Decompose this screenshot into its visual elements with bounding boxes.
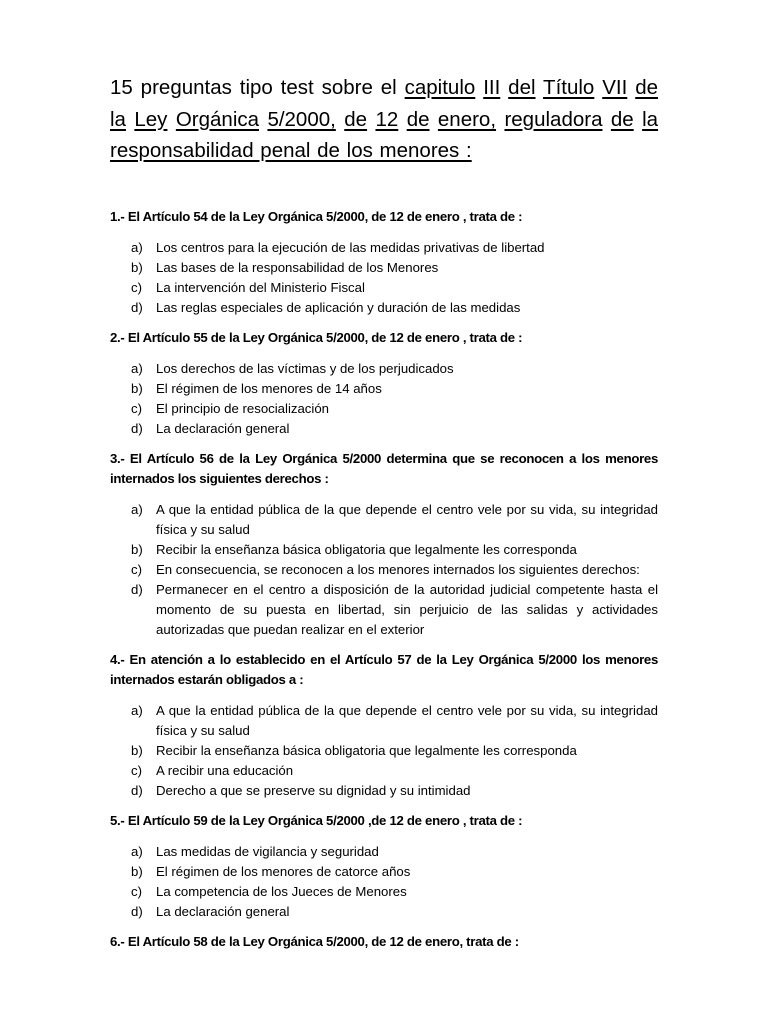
title-underlined-word: enero, xyxy=(437,107,497,131)
option-item xyxy=(110,882,658,902)
option-text: Permanecer en el centro a disposición de la autoridad judicial competente hasta el momento de su puesta en libertad, sin perjuicio de las salidas y actividades autorizadas que puedan realizar en el exterior xyxy=(156,581,658,637)
question-text: 4.- En atención a lo establecido en el Artículo 57 de la Ley Orgánica 5/2000 los menores internados estarán obligados a : xyxy=(110,651,658,687)
option-text: Los derechos de las víctimas y de los perjudicados xyxy=(156,360,454,376)
question-2 xyxy=(110,328,658,439)
question-4 xyxy=(110,650,658,801)
option-text: A que la entidad pública de la que depende el centro vele por su vida, su integridad física y su salud xyxy=(156,702,658,738)
option-text: A recibir una educación xyxy=(156,762,294,778)
option-letter: a) xyxy=(131,501,143,517)
question-text: 2.- El Artículo 55 de la Ley Orgánica 5/2000, de 12 de enero , trata de : xyxy=(110,329,523,345)
title-underlined-word: 12 xyxy=(375,107,399,131)
option-item xyxy=(110,540,658,560)
question-5 xyxy=(110,811,658,922)
option-letter: c) xyxy=(131,762,142,778)
option-letter: b) xyxy=(131,863,143,879)
option-item xyxy=(110,500,658,540)
option-letter: d) xyxy=(131,420,143,436)
document-page xyxy=(110,72,658,963)
option-letter: c) xyxy=(131,279,142,295)
title-underlined-word: del xyxy=(508,76,536,99)
title-text xyxy=(627,76,635,99)
option-letter: b) xyxy=(131,259,143,275)
option-text: Recibir la enseñanza básica obligatoria que legalmente les corresponda xyxy=(156,742,577,758)
title-underlined-word: reguladora xyxy=(504,107,603,131)
option-item xyxy=(110,359,658,379)
question-text: 6.- El Artículo 58 de la Ley Orgánica 5/2000, de 12 de enero, trata de : xyxy=(110,933,519,949)
option-letter: a) xyxy=(131,843,143,859)
option-letter: b) xyxy=(131,541,143,557)
option-item xyxy=(110,842,658,862)
option-item xyxy=(110,781,658,801)
option-text: Derecho a que se preserve su dignidad y su intimidad xyxy=(156,782,471,798)
title-underlined-word: capitulo xyxy=(404,76,476,99)
option-text: La declaración general xyxy=(156,903,290,919)
option-item xyxy=(110,298,658,318)
question-1 xyxy=(110,207,658,318)
option-text: El régimen de los menores de 14 años xyxy=(156,380,382,396)
title-underlined-word: de xyxy=(610,107,634,131)
option-letter: c) xyxy=(131,883,142,899)
option-letter: d) xyxy=(131,782,143,798)
option-letter: d) xyxy=(131,299,143,315)
option-text: El régimen de los menores de catorce años xyxy=(156,863,411,879)
title-text xyxy=(398,108,406,131)
title-text xyxy=(500,76,508,99)
option-item xyxy=(110,560,658,580)
option-text: En consecuencia, se reconocen a los menores internados los siguientes derechos: xyxy=(156,561,640,577)
option-item xyxy=(110,399,658,419)
option-item xyxy=(110,580,658,640)
option-item xyxy=(110,902,658,922)
option-text: Los centros para la ejecución de las medidas privativas de libertad xyxy=(156,239,545,255)
option-letter: b) xyxy=(131,380,143,396)
title-text: 15 preguntas tipo test sobre el xyxy=(110,76,405,99)
title-underlined-word: Título xyxy=(543,76,595,99)
title-text xyxy=(536,76,544,99)
option-list xyxy=(110,500,658,640)
option-text: La declaración general xyxy=(156,420,290,436)
option-item xyxy=(110,278,658,298)
title-text xyxy=(602,108,610,131)
title-text xyxy=(430,108,438,131)
option-text: Las medidas de vigilancia y seguridad xyxy=(156,843,379,859)
title-underlined-word: Ley xyxy=(134,107,168,131)
title-underlined-word: de xyxy=(344,107,368,131)
title-underlined-word: III xyxy=(483,76,501,99)
option-list xyxy=(110,701,658,801)
title-text xyxy=(336,108,344,131)
title-underlined-word: 5/2000, xyxy=(267,107,336,131)
option-letter: a) xyxy=(131,360,143,376)
title-underlined-word: la xyxy=(110,107,126,131)
option-text: El principio de resocialización xyxy=(156,400,329,416)
question-text: 1.- El Artículo 54 de la Ley Orgánica 5/2000, de 12 de enero , trata de : xyxy=(110,208,523,224)
option-list xyxy=(110,238,658,318)
title-text xyxy=(475,76,483,99)
option-item xyxy=(110,379,658,399)
option-item xyxy=(110,862,658,882)
title-underlined-word: Orgánica xyxy=(175,107,260,131)
question-6 xyxy=(110,932,658,952)
option-item xyxy=(110,741,658,761)
option-list xyxy=(110,842,658,922)
option-item xyxy=(110,419,658,439)
option-text: A que la entidad pública de la que depende el centro vele por su vida, su integridad física y su salud xyxy=(156,501,658,537)
title-underlined-word: VII xyxy=(602,76,628,99)
option-letter: d) xyxy=(131,903,143,919)
option-letter: a) xyxy=(131,239,143,255)
option-item xyxy=(110,238,658,258)
option-text: Las bases de la responsabilidad de los Menores xyxy=(156,259,439,275)
question-text: 5.- El Artículo 59 de la Ley Orgánica 5/2000 ,de 12 de enero , trata de : xyxy=(110,812,523,828)
title-text xyxy=(634,108,642,131)
option-letter: a) xyxy=(131,702,143,718)
option-item xyxy=(110,258,658,278)
question-list xyxy=(110,207,658,952)
option-text: Las reglas especiales de aplicación y duración de las medidas xyxy=(156,299,521,315)
question-3 xyxy=(110,449,658,640)
option-text: La competencia de los Jueces de Menores xyxy=(156,883,407,899)
title-text xyxy=(167,108,175,131)
option-text: La intervención del Ministerio Fiscal xyxy=(156,279,365,295)
title-underlined-word: de xyxy=(406,107,430,131)
option-letter: c) xyxy=(131,561,142,577)
question-text: 3.- El Artículo 56 de la Ley Orgánica 5/2000 determina que se reconocen a los menores internados los siguientes derechos : xyxy=(110,450,658,486)
option-item xyxy=(110,701,658,741)
option-list xyxy=(110,359,658,439)
option-letter: d) xyxy=(131,581,143,597)
option-letter: b) xyxy=(131,742,143,758)
option-item xyxy=(110,761,658,781)
title-underlined-word: de xyxy=(635,76,658,99)
document-title xyxy=(110,72,658,167)
title-underlined-word: la responsabilidad penal de los menores : xyxy=(110,107,659,162)
option-text: Recibir la enseñanza básica obligatoria que legalmente les corresponda xyxy=(156,541,577,557)
option-letter: c) xyxy=(131,400,142,416)
